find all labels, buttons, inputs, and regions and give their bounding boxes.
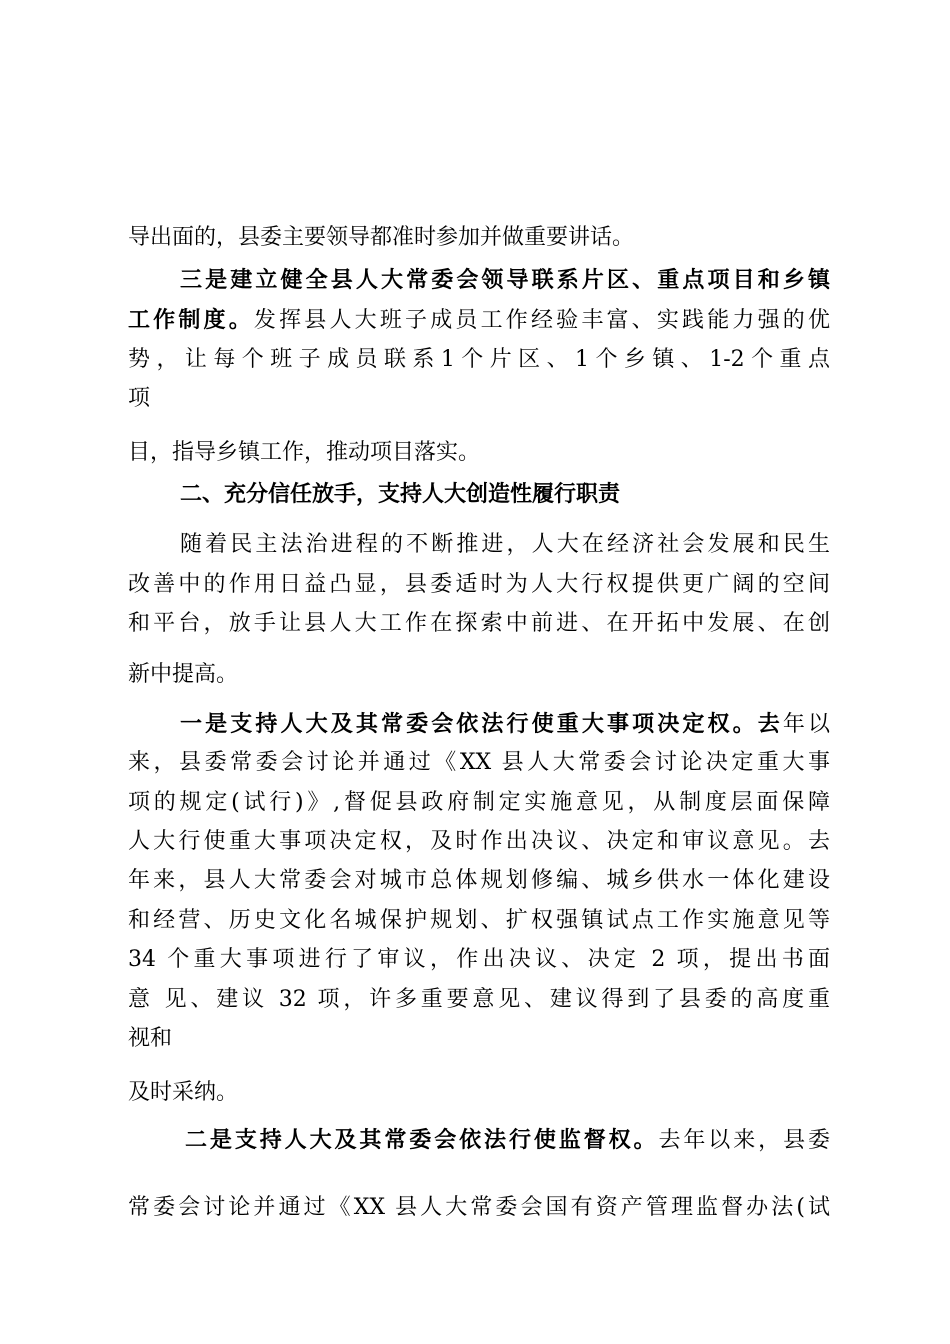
- paragraph-line: 和平台，放手让县人大工作在探索中前进、在开拓中发展、在创: [128, 611, 830, 636]
- paragraph-line: 视和: [128, 1026, 173, 1051]
- paragraph-line: 导出面的，县委主要领导都准时参加并做重要讲话。: [128, 225, 635, 250]
- section-title: 二、充分信任放手，支持人大创造性履行职责: [180, 482, 621, 507]
- paragraph-line: [128, 306, 830, 336]
- body-text: 年以: [782, 712, 830, 737]
- paragraph-line: 随着民主法治进程的不断推进，人大在经济社会发展和民生: [180, 532, 830, 557]
- paragraph-line: 目，指导乡镇工作，推动项目落实。: [128, 440, 481, 465]
- body-text: 发挥县人大班子成员工作经验丰富、实践能力强的优: [253, 308, 830, 333]
- paragraph-line: 常委会讨论并通过《XX 县人大常委会国有资产管理监督办法(试: [128, 1195, 830, 1220]
- paragraph-line: 人大行使重大事项决定权，及时作出决议、决定和审议意见。去: [128, 829, 830, 854]
- paragraph-line: 项的规定(试行)》,督促县政府制定实施意见，从制度层面保障: [128, 790, 830, 815]
- paragraph-line: 来，县委常委会讨论并通过《XX 县人大常委会讨论决定重大事: [128, 750, 830, 775]
- paragraph-line: [185, 1126, 830, 1156]
- bold-heading-text: 二是支持人大及其常委会依法行使监督权。: [185, 1128, 659, 1153]
- paragraph-line: 及时采纳。: [128, 1080, 239, 1105]
- bold-heading-text: 三是建立健全县人大常委会领导联系片区、重点项目和乡镇: [180, 268, 830, 293]
- bold-heading-text: 工作制度。: [128, 308, 254, 333]
- paragraph-line: 34 个重大事项进行了审议，作出决议、决定 2 项，提出书面: [128, 947, 830, 972]
- paragraph-line: [180, 710, 830, 740]
- bold-heading-text: 一是支持人大及其常委会依法行使重大事项决定权。去: [180, 712, 783, 737]
- paragraph-line: 项: [128, 386, 151, 411]
- section-heading-line: [180, 266, 830, 296]
- paragraph-line: 年来，县人大常委会对城市总体规划修编、城乡供水一体化建设: [128, 868, 830, 893]
- paragraph-line: 新中提高。: [128, 662, 239, 687]
- paragraph-line: 意 见、建议 32 项，许多重要意见、建议得到了县委的高度重: [128, 987, 830, 1012]
- paragraph-line: 势，让每个班子成员联系1个片区、1个乡镇、1-2个重点: [128, 347, 830, 372]
- body-text: 去年以来，县委: [658, 1128, 830, 1153]
- paragraph-line: 改善中的作用日益凸显，县委适时为人大行权提供更广阔的空间: [128, 572, 830, 597]
- paragraph-line: 和经营、历史文化名城保护规划、扩权强镇试点工作实施意见等: [128, 908, 830, 933]
